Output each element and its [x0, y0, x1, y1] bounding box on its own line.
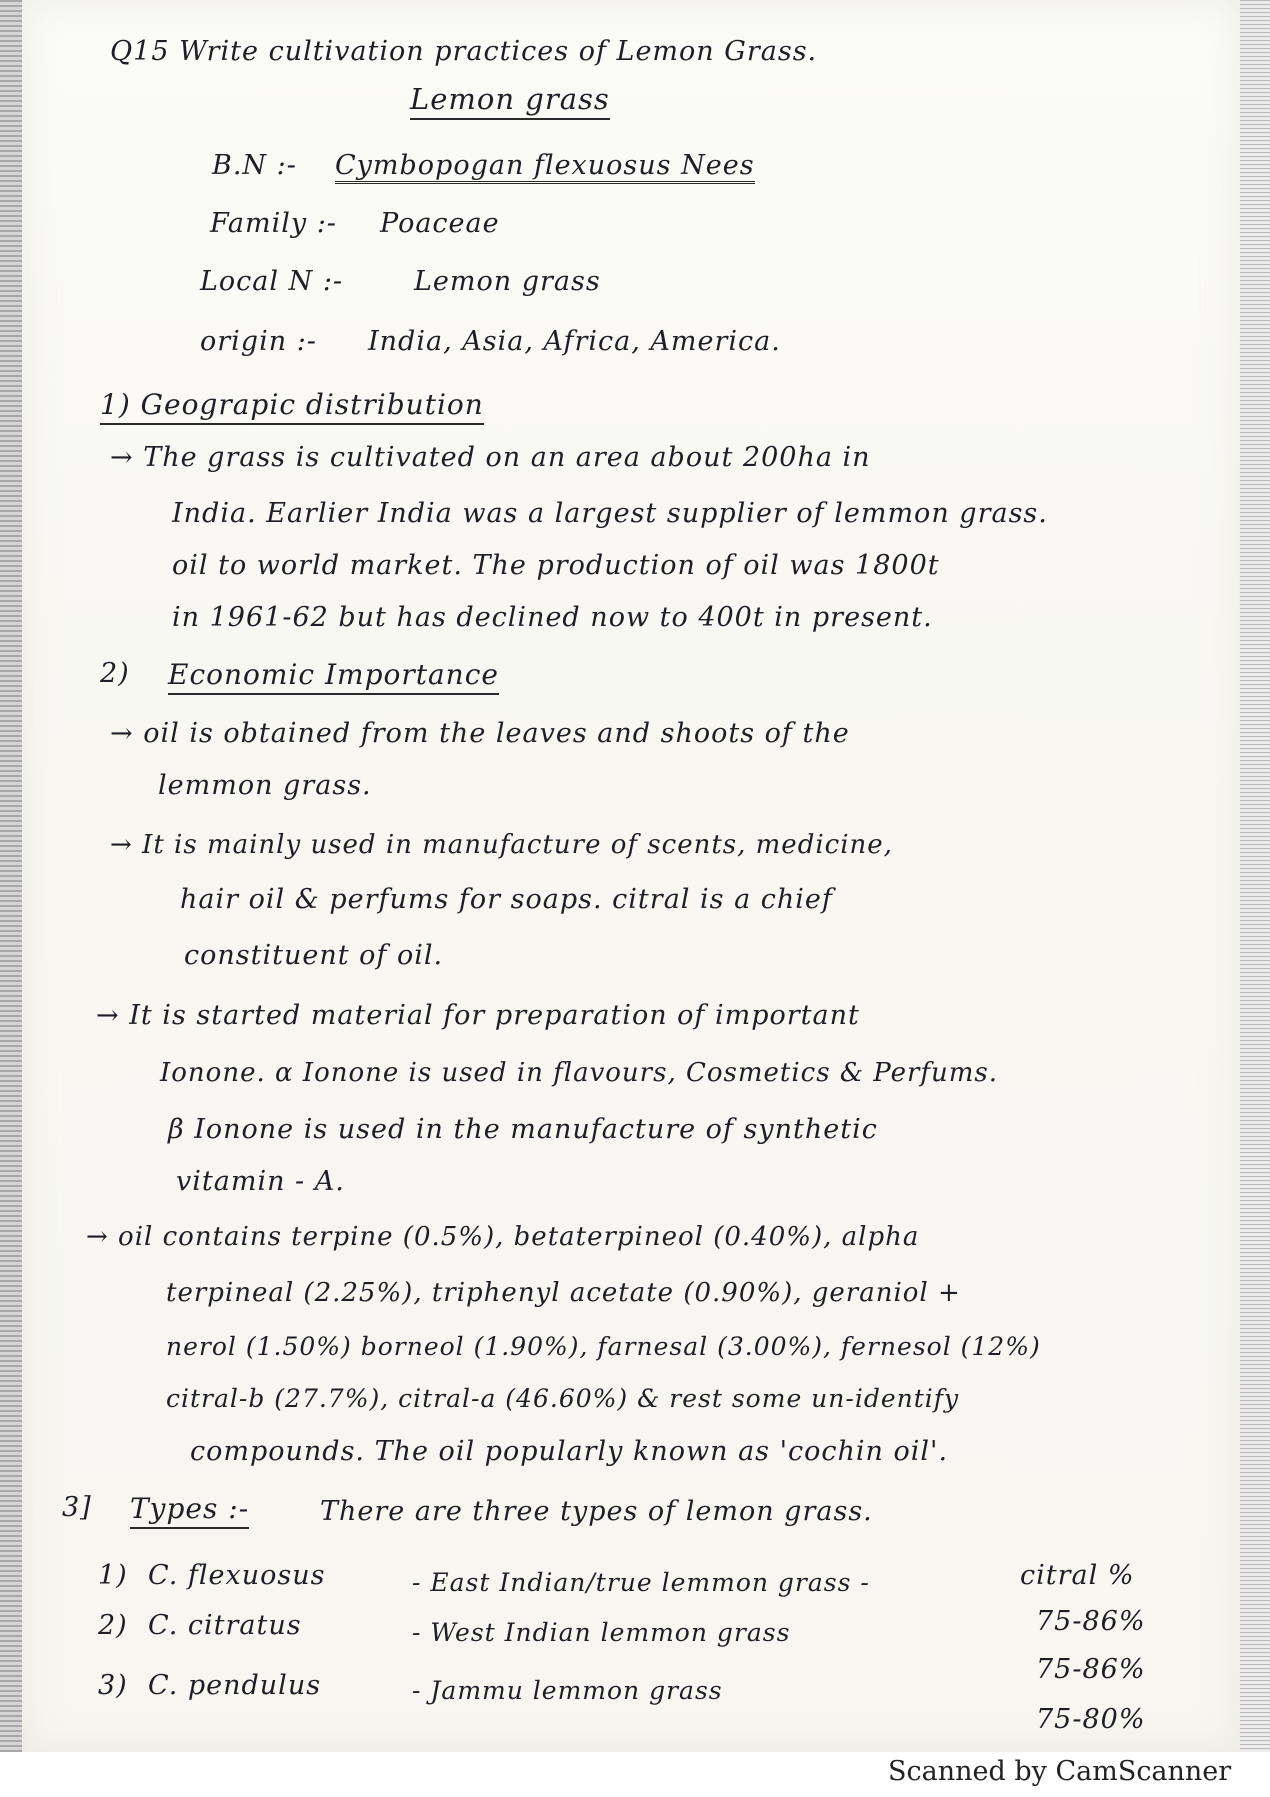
local-name-value: Lemon grass: [414, 266, 601, 297]
type-description: - East Indian/true lemmon grass -: [412, 1568, 870, 1597]
family-value: Poaceae: [380, 208, 500, 239]
type-number: 1): [98, 1560, 128, 1591]
section-2-line: → oil is obtained from the leaves and shoots of the: [110, 718, 850, 749]
type-name: C. citratus: [148, 1610, 302, 1641]
section-2-line: nerol (1.50%) borneol (1.90%), farnesal (3.00%), fernesol (12%): [166, 1332, 1041, 1361]
question-heading: Q15 Write cultivation practices of Lemon Grass.: [110, 36, 818, 67]
section-2-line: → It is started material for preparation of important: [96, 1000, 860, 1031]
section-1-line: oil to world market. The production of oil was 1800t: [172, 550, 940, 581]
type-citral: 75-86%: [1036, 1654, 1146, 1685]
section-2-heading: Economic Importance: [168, 658, 499, 695]
botanical-name-value: Cymbopogan flexuosus Nees: [335, 150, 755, 184]
local-name-label: Local N :-: [200, 266, 344, 297]
type-citral: 75-80%: [1036, 1704, 1146, 1735]
section-2-line: lemmon grass.: [158, 770, 372, 801]
type-number: 3): [98, 1670, 128, 1701]
type-description: - West Indian lemmon grass: [412, 1618, 791, 1647]
section-1-line: → The grass is cultivated on an area about 200ha in: [110, 442, 871, 473]
origin-label: origin :-: [200, 326, 317, 357]
type-number: 2): [98, 1610, 128, 1641]
section-3-number: 3]: [62, 1492, 92, 1523]
section-2-line: Ionone. α Ionone is used in flavours, Cosmetics & Perfums.: [160, 1058, 999, 1088]
section-2-line: hair oil & perfums for soaps. citral is a chief: [180, 884, 833, 915]
section-2-line: constituent of oil.: [184, 940, 444, 971]
section-2-line: terpineal (2.25%), triphenyl acetate (0.90%), geraniol +: [166, 1278, 961, 1308]
section-1-heading: 1) Geograpic distribution: [100, 388, 484, 425]
origin-value: India, Asia, Africa, America.: [368, 326, 781, 357]
left-binding-edge: [0, 0, 22, 1752]
section-3-heading: Types :-: [130, 1492, 249, 1529]
section-2-line: vitamin - A.: [176, 1166, 345, 1197]
notebook-sheet: [22, 0, 1240, 1752]
citral-column-header: citral %: [1020, 1560, 1135, 1591]
section-3-intro: There are three types of lemon grass.: [320, 1496, 873, 1527]
type-name: C. pendulus: [148, 1670, 322, 1701]
type-description: - Jammu lemmon grass: [412, 1676, 723, 1705]
section-1-line: in 1961-62 but has declined now to 400t in present.: [172, 602, 933, 633]
type-name: C. flexuosus: [148, 1560, 326, 1591]
section-2-line: → oil contains terpine (0.5%), betaterpineol (0.40%), alpha: [86, 1222, 920, 1252]
section-2-line: β Ionone is used in the manufacture of synthetic: [168, 1114, 878, 1145]
section-2-number: 2): [100, 658, 130, 689]
section-2-line: → It is mainly used in manufacture of scents, medicine,: [110, 830, 893, 860]
section-2-line: compounds. The oil popularly known as 'cochin oil'.: [190, 1436, 949, 1467]
page-title: Lemon grass: [410, 82, 610, 120]
section-1-line: India. Earlier India was a largest supplier of lemmon grass.: [172, 498, 1048, 529]
right-paper-edge: [1240, 0, 1270, 1752]
family-label: Family :-: [210, 208, 337, 239]
botanical-name-label: B.N :-: [212, 150, 297, 181]
section-2-line: citral-b (27.7%), citral-a (46.60%) & rest some un-identify: [166, 1384, 960, 1413]
type-citral: 75-86%: [1036, 1606, 1146, 1637]
scanner-watermark: Scanned by CamScanner: [888, 1756, 1232, 1787]
